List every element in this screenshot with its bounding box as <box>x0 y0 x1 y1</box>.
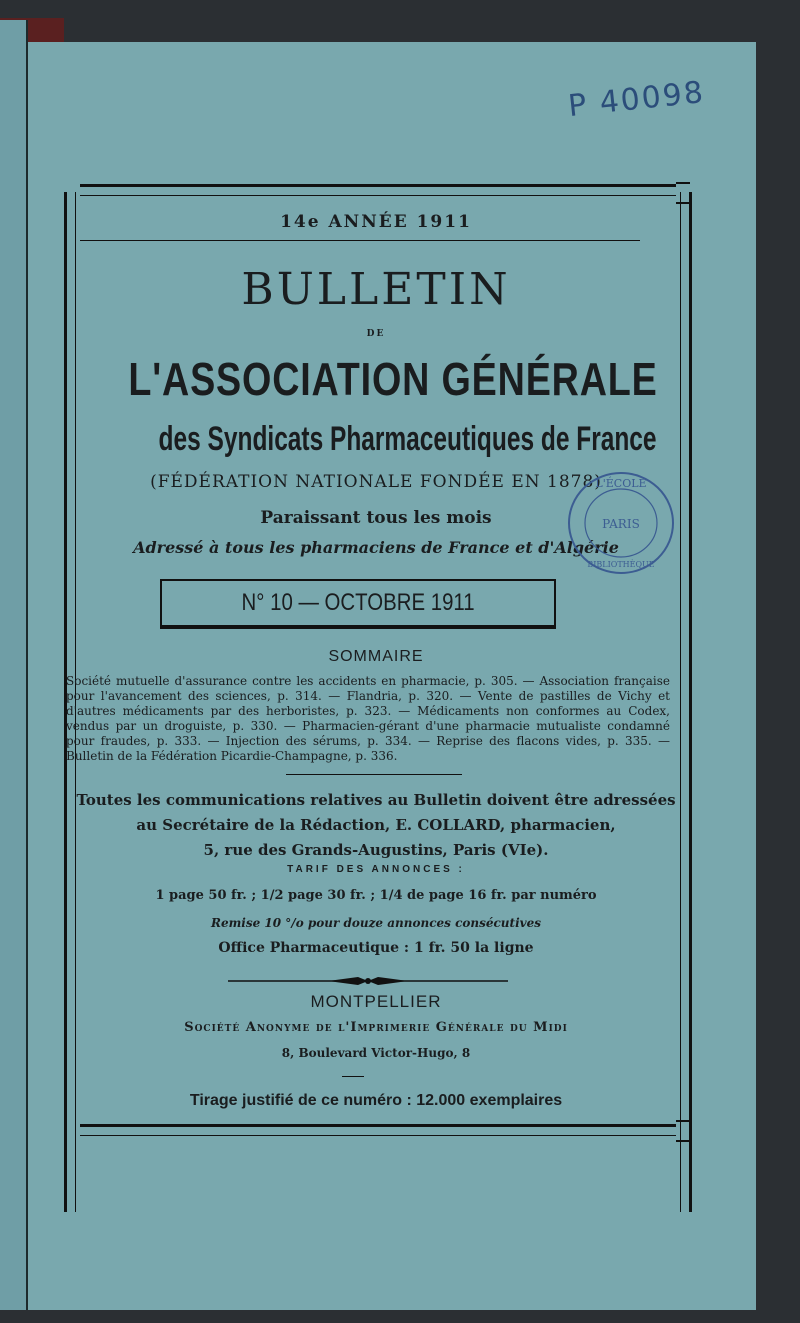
top-rule <box>80 184 676 196</box>
ad-rates-heading: TARIF DES ANNONCES : <box>287 864 465 875</box>
title-association: L'ASSOCIATION GÉNÉRALE <box>128 353 658 405</box>
book-spine <box>0 20 28 1310</box>
discount-line: Remise 10 °/o pour douze annonces consécutives <box>211 916 541 930</box>
ad-rates-line: 1 page 50 fr. ; 1/2 page 30 fr. ; 1/4 de page 16 fr. par numéro <box>155 888 597 903</box>
printer-name: Société Anonyme de l'Imprimerie Générale du Midi <box>184 1020 568 1035</box>
stamp-bottom-text: BIBLIOTHÈQUE <box>587 560 655 569</box>
audience-line: Adressé à tous les pharmaciens de France et d'Algérie <box>133 538 619 557</box>
border-tick <box>676 1120 690 1142</box>
federation-line: (FÉDÉRATION NATIONALE FONDÉE EN 1878) <box>150 472 602 492</box>
communications-line-2: au Secrétaire de la Rédaction, E. COLLARD, pharmacien, <box>136 816 616 834</box>
cover-page <box>28 42 756 1310</box>
year-line: 14e ANNÉE 1911 <box>280 212 472 232</box>
issue-number: N° 10 — OCTOBRE 1911 <box>241 589 475 616</box>
issue-number-box <box>160 579 556 629</box>
subtitle-syndicats: des Syndicats Pharmaceutiques de France <box>158 420 657 458</box>
stamp-top-text: L'ÉCOLE <box>595 477 647 490</box>
contents-heading: SOMMAIRE <box>328 648 424 665</box>
communications-block <box>74 788 678 863</box>
ornament-divider <box>228 976 508 986</box>
library-stamp <box>565 467 677 579</box>
short-rule <box>342 1076 364 1077</box>
communications-line-1: Toutes les communications relatives au Bulletin doivent être adressées <box>76 791 676 809</box>
bottom-rule <box>80 1124 676 1136</box>
title-de: DE <box>366 329 386 339</box>
stamp-center-text: PARIS <box>602 517 640 531</box>
print-run: Tirage justifié de ce numéro : 12.000 exemplaires <box>189 1092 563 1109</box>
rule <box>286 774 462 775</box>
office-line: Office Pharmaceutique : 1 fr. 50 la ligne <box>218 940 534 956</box>
title-bulletin: BULLETIN <box>241 264 511 315</box>
printer-address: 8, Boulevard Victor-Hugo, 8 <box>281 1046 471 1060</box>
contents-text: Société mutuelle d'assurance contre les accidents en pharmacie, p. 305. — Association française pour l'avancement des sciences, p. 314. — Flandria, p. 320. — Vente de pastilles de Vichy et d'autres médicaments par des herboristes, p. 323. — Médicaments non conformes au Codex, vendus par un droguiste, p. 330. — Pharmacien-gérant d'une pharmacie mutualiste condamné pour fraudes, p. 333. — Injection des sérums, p. 334. — Reprise des flacons vides, p. 335. — Bulletin de la Fédération Picardie-Champagne, p. 336. <box>66 674 670 763</box>
rule <box>80 240 640 241</box>
right-border-frame <box>680 192 692 1212</box>
border-tick <box>676 182 690 204</box>
periodicity-line: Paraissant tous les mois <box>260 508 492 528</box>
city: MONTPELLIER <box>310 992 442 1011</box>
communications-line-3: 5, rue des Grands-Augustins, Paris (VIe). <box>203 841 549 859</box>
handwritten-shelfmark: P 40098 <box>566 74 707 125</box>
